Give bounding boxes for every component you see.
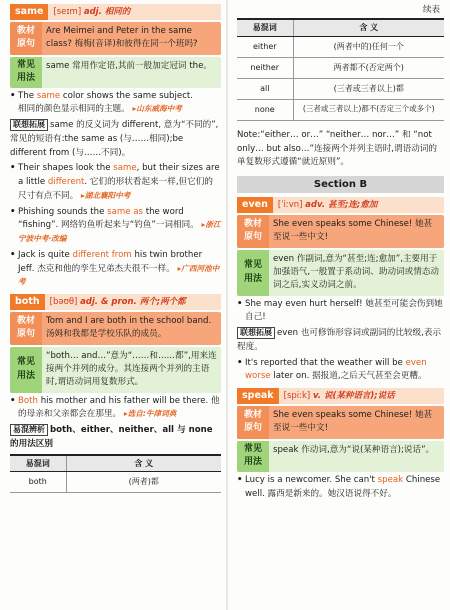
source-text: Are Meimei and Peter in the same class? 梅梅(音译)和彼得在同一个班吗?	[46, 26, 198, 50]
entry-phonetic-pos: [ˈiːvn] adv. 甚至;连;愈加	[273, 197, 444, 213]
usage-label: 常见 用法	[237, 250, 269, 296]
table-row: either (两者中的)任何一个	[237, 36, 444, 57]
source-text: Tom and I are both in the school band. 汤姆和我都是学校乐队的成员。	[46, 316, 212, 340]
entry-word: speak	[237, 388, 279, 404]
distinction-note: 易混辨析 both、either、neither、all 与 none 的用法区别	[10, 425, 213, 449]
example-sentence: • Lucy is a newcomer. She can't speak Chinese well. 露西是新来的。她汉语说得不好。	[237, 474, 444, 502]
example-sentence: • Both his mother and his father will be there. 他的母亲和父亲都会在那里。 ▸选自:牛津词典	[10, 395, 221, 423]
entry-header-speak	[237, 388, 444, 404]
extension-tag: 联想拓展	[237, 327, 275, 339]
entry-word: same	[10, 4, 48, 20]
entry-phonetic-pos: [bəʊθ] adj. & pron. 两个;两个都	[45, 294, 221, 310]
source-sentence-box	[237, 406, 444, 439]
example-sentence: • Their shapes look the same, but their sizes are a little different. 它们的形状看起来一样,但它们的尺寸有点不同。 ▸湖北襄阳中考	[10, 162, 221, 203]
table-header: 含 义	[66, 455, 221, 472]
source-label: 教材 原句	[10, 22, 42, 55]
section-heading: Section B	[237, 176, 444, 193]
note-text: Note:“either… or…” “neither… nor…” 和 “not only… but also…”连接两个并列主语时,谓语动词的单复数形式遵循“就近原则”。	[237, 129, 437, 168]
source-text: She even speaks some Chinese! 她甚至说一些中文!	[273, 219, 433, 243]
distinction-table	[10, 454, 221, 494]
usage-box	[237, 441, 444, 472]
extension-note: 联想拓展 same 的反义词为 different, 意为“不同的”,常见的短语有:the same as (与……相同);be different from (与……不同)。	[10, 120, 219, 158]
example-sentence: • It's reported that the weather will be even worse later on. 据报道,之后天气甚至会更糟。	[237, 357, 444, 385]
source-sentence-box	[10, 312, 221, 345]
distinction-table-continued	[237, 18, 444, 121]
source-label: 教材 原句	[10, 312, 42, 345]
usage-label: 常见 用法	[237, 441, 269, 472]
usage-box	[10, 347, 221, 393]
entry-phonetic-pos: [spiːk] v. 说(某种语言);说话	[279, 388, 444, 404]
entry-header-same	[10, 4, 221, 20]
table-row: all (三者或三者以上)都	[237, 78, 444, 99]
entry-word: even	[237, 197, 273, 213]
table-header: 易混词	[237, 19, 293, 36]
entry-word: both	[10, 294, 45, 310]
source-text: She even speaks some Chinese! 她甚至说一些中文!	[273, 410, 433, 434]
extension-note: 联想拓展 even 也可修饰形容词或副词的比较级,表示程度。	[237, 328, 442, 352]
table-row: neither 两者都不(否定两个)	[237, 57, 444, 78]
entry-header-both	[10, 294, 221, 310]
usage-text: speak 作动词,意为“说(某种语言);说话”。	[273, 444, 435, 455]
table-header: 含 义	[293, 19, 444, 36]
usage-label: 常见 用法	[10, 57, 42, 88]
table-row: both (两者)都	[10, 472, 221, 493]
usage-box	[237, 250, 444, 296]
usage-box	[10, 57, 221, 88]
table-header: 易混词	[10, 455, 66, 472]
entry-phonetic-pos: [seɪm] adj. 相同的	[48, 4, 221, 20]
source-label: 教材 原句	[237, 215, 269, 248]
usage-text: same 常用作定语,其前一般加定冠词 the。	[46, 60, 213, 71]
example-sentence: • The same color shows the same subject. 相同的颜色显示相同的主题。 ▸山东威海中考	[10, 90, 221, 118]
example-sentence: • Phishing sounds the same as the word “fishing”. 网络钓鱼听起来与“钓鱼”一词相同。 ▸浙江宁波中考·改编	[10, 206, 221, 247]
continued-label: 续表	[422, 5, 440, 15]
source-label: 教材 原句	[237, 406, 269, 439]
example-sentence: • Jack is quite different from his twin brother Jeff. 杰克和他的孪生兄弟杰夫很不一样。 ▸广西河池中考	[10, 249, 221, 290]
usage-text: “both… and…”意为“……和……都”,用来连接两个并列的成分。其连接两个并列的主语时,谓语动词用复数形式。	[46, 350, 217, 388]
source-sentence-box	[237, 215, 444, 248]
example-sentence: • She may even hurt herself! 她甚至可能会伤到她自己!	[237, 298, 444, 326]
entry-header-even	[237, 197, 444, 213]
table-row: none (三者或三者以上)都不(否定三个或多个)	[237, 99, 444, 120]
usage-text: even 作副词,意为“甚至;连;愈加”,主要用于加强语气,一般置于系动词、助动词或情态动词之后,实义动词之前。	[273, 253, 440, 291]
distinction-tag: 易混辨析	[10, 424, 48, 436]
source-sentence-box	[10, 22, 221, 55]
usage-label: 常见 用法	[10, 347, 42, 393]
right-column	[229, 0, 450, 610]
extension-tag: 联想拓展	[10, 119, 48, 131]
